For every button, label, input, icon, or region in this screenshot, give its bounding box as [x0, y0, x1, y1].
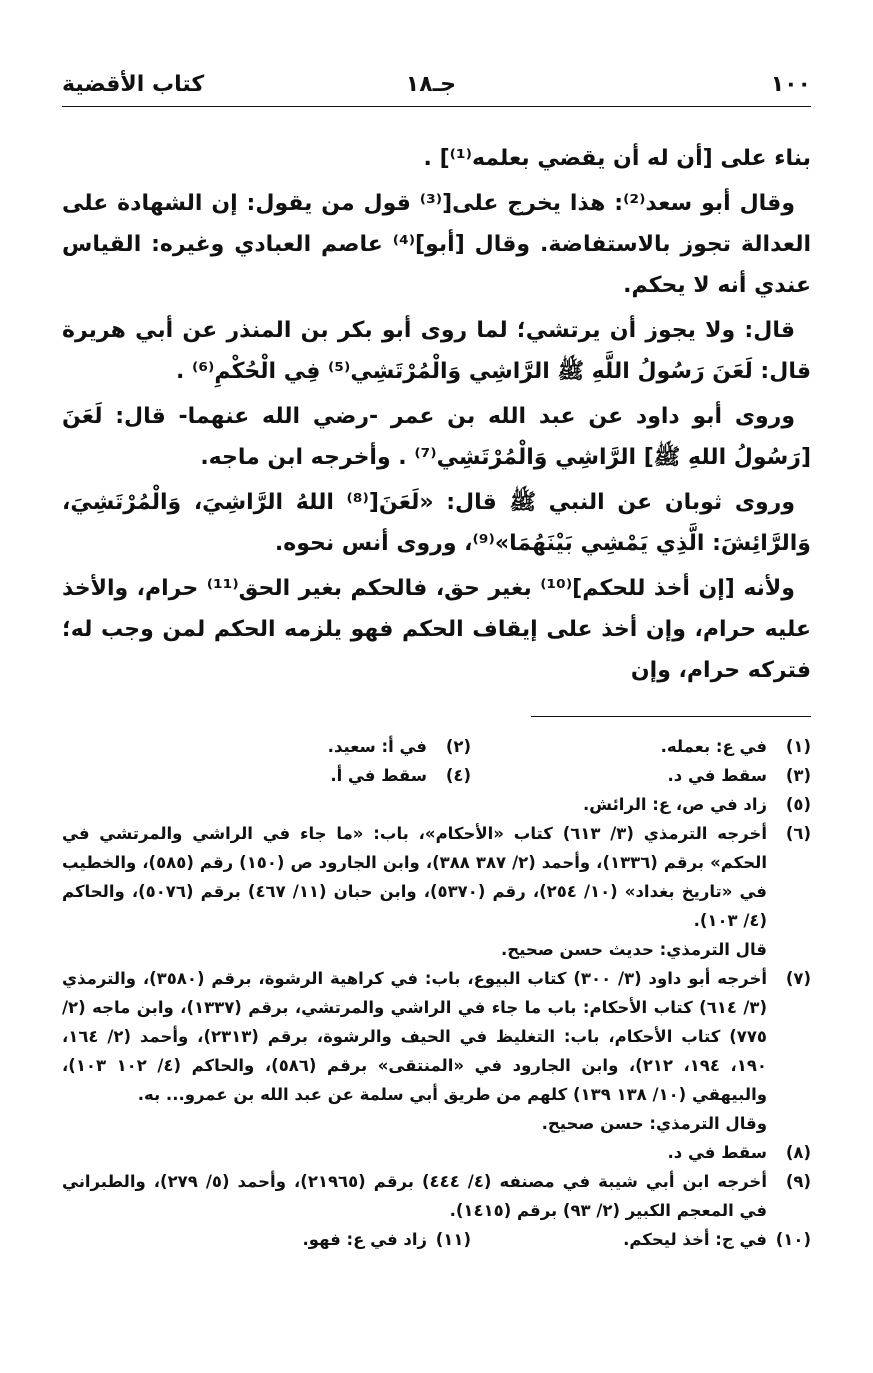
main-text [62, 138, 811, 695]
footnote-text: في ع: بعمله. [660, 737, 767, 756]
footnote-8 [62, 1138, 811, 1167]
paragraph: وروى ثوبان عن النبي ﷺ قال: «لَعَنَ[⁽⁸⁾ اللهُ الرَّاشِيَ، وَالْمُرْتَشِيَ، وَالرَّائِشَ: الَّذِي يَمْشِي بَيْنَهُمَا»⁽⁹⁾، وروى أنس نحوه. [62, 490, 811, 556]
paragraph: قال: ولا يجوز أن يرتشي؛ لما روى أبو بكر بن المنذر عن أبي هريرة قال: لَعَنَ رَسُولُ اللَّهِ ﷺ الرَّاشِي وَالْمُرْتَشِي⁽⁵⁾ فِي الْحُكْمِ⁽⁶⁾ . [62, 318, 811, 384]
footnote-6 [62, 819, 811, 935]
footnote-1 [471, 732, 811, 761]
footnote-number: (١١) [435, 1230, 471, 1249]
footnote-text: أخرجه ابن أبي شيبة في مصنفه (٤/ ٤٤٤) برقم (٢١٩٦٥)، وأحمد (٥/ ٢٧٩)، والطبراني في المعجم الكبير (٢/ ٩٣) برقم (١٤١٥). [62, 1172, 767, 1220]
footnote-text: أخرجه أبو داود (٣/ ٣٠٠) كتاب البيوع، باب: في كراهية الرشوة، برقم (٣٥٨٠)، والترمذي (٣/ ٦١٤) كتاب الأحكام: باب ما جاء في الراشي والمرتشي، برقم (١٣٣٧)، وابن ماجه (٢/ ٧٧٥) كتاب الأحكام، باب: التغليظ في الحيف والرشوة، برقم (٢٣١٣)، وأحمد (٢/ ١٦٤، ١٩٠، ١٩٤، ٢١٢)، وابن الجارود في «المنتقى» برقم (٥٨٦)، والحاكم (٤/ ١٠٢ ١٠٣)، والبيهقي (١٠/ ١٣٨ ١٣٩) كلهم من طريق أبي سلمة عن عبد الله بن عمرو... به. [62, 969, 767, 1104]
footnote-number: (٥) [785, 795, 811, 814]
footnote-row [62, 1225, 811, 1254]
page-number: ١٠٠ [770, 72, 811, 97]
footnote-number: (٤) [445, 766, 471, 785]
footnote-number: (٧) [785, 969, 811, 988]
footnote-2 [131, 732, 471, 761]
running-header [62, 72, 811, 106]
footnote-text: في ج: أخذ ليحكم. [623, 1230, 767, 1249]
footnote-3 [471, 761, 811, 790]
footnote-number: (٦) [785, 824, 811, 843]
footnote-text: زاد في ع: فهو. [302, 1230, 427, 1249]
footnote-text: زاد في ص، ع: الرائش. [583, 795, 767, 814]
footnote-text: في أ: سعيد. [327, 737, 427, 756]
footnote-text: سقط في د. [667, 1143, 767, 1162]
footnote-number: (٣) [785, 766, 811, 785]
paragraph: ولأنه [إن أخذ للحكم]⁽¹⁰⁾ بغير حق، فالحكم بغير الحق⁽¹¹⁾ حرام، والأخذ عليه حرام، وإن أخذ على إيقاف الحكم فهو يلزمه الحكم لمن وجب له؛ فتركه حرام، وإن [62, 576, 811, 683]
volume-label: جـ١٨ [405, 72, 456, 97]
footnote-text: سقط في د. [667, 766, 767, 785]
footnote-5 [62, 790, 811, 819]
footnote-6-note: قال الترمذي: حديث حسن صحيح. [501, 940, 767, 959]
footnote-number: (٢) [445, 737, 471, 756]
footnote-10 [471, 1225, 811, 1254]
footnote-7 [62, 964, 811, 1109]
footnote-7-note: وقال الترمذي: حسن صحيح. [541, 1114, 767, 1133]
footnote-number: (١٠) [775, 1230, 811, 1249]
footnote-row [62, 761, 811, 790]
footnote-number: (٩) [785, 1172, 811, 1191]
paragraph: وروى أبو داود عن عبد الله بن عمر -رضي الله عنهما- قال: لَعَنَ [رَسُولُ اللهِ ﷺ] الرَّاشِي وَالْمُرْتَشِي⁽⁷⁾ . وأخرجه ابن ماجه. [62, 404, 811, 470]
footnote-number: (١) [785, 737, 811, 756]
footnote-4 [131, 761, 471, 790]
footnote-rule [531, 716, 811, 717]
footnote-text: أخرجه الترمذي (٣/ ٦١٣) كتاب «الأحكام»، باب: «ما جاء في الراشي والمرتشي في الحكم» برقم (١٣٣٦)، وأحمد (٢/ ٣٨٧ ٣٨٨)، وابن الجارود ص (١٥٠) رقم (٥٨٥)، والخطيب في «تاريخ بغداد» (١٠/ ٢٥٤)، رقم (٥٣٧٠)، وابن حبان (١١/ ٤٦٧) برقم (٥٠٧٦)، والحاكم (٤/ ١٠٣). [62, 824, 768, 930]
footnotes [62, 732, 811, 1254]
header-rule [62, 106, 811, 107]
paragraph: وقال أبو سعد⁽²⁾: هذا يخرج على[⁽³⁾ قول من يقول: إن الشهادة على العدالة تجوز بالاستفاضة. وقال [أبو]⁽⁴⁾ عاصم العبادي وغيره: القياس عندي أنه لا يحكم. [62, 191, 812, 298]
footnote-number: (٨) [785, 1143, 811, 1162]
paragraph: بناء على [أن له أن يقضي بعلمه⁽¹⁾] . [423, 146, 811, 171]
book-title: كتاب الأقضية [62, 72, 205, 97]
footnote-9 [62, 1167, 811, 1225]
footnote-text: سقط في أ. [330, 766, 427, 785]
footnote-11 [131, 1225, 471, 1254]
footnote-row [62, 732, 811, 761]
